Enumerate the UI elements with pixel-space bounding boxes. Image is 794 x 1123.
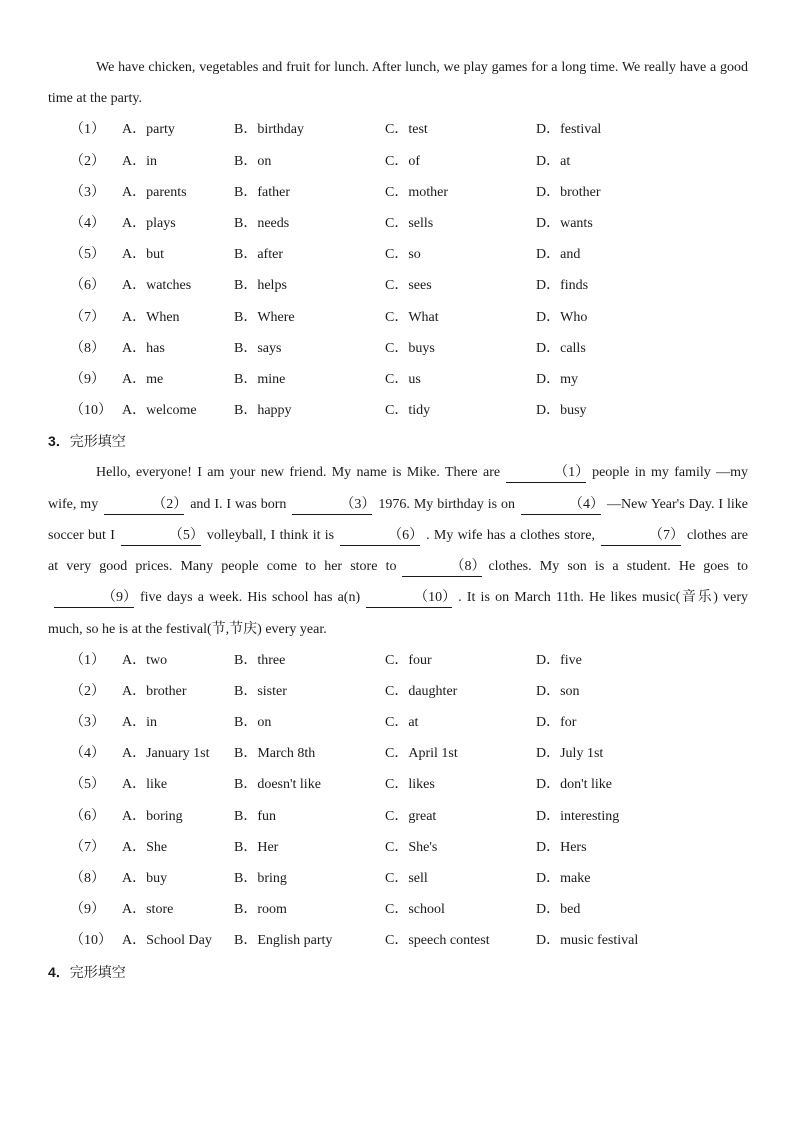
question-row bbox=[48, 894, 748, 925]
question-number: （6） bbox=[70, 808, 105, 824]
question-row bbox=[48, 738, 748, 769]
blank-4[interactable]: （4） bbox=[521, 496, 601, 515]
question-number: （9） bbox=[70, 902, 105, 918]
option-a[interactable]: A．like bbox=[122, 777, 168, 793]
option-d[interactable]: D．Hers bbox=[536, 839, 587, 855]
option-c[interactable]: C．What bbox=[385, 309, 439, 325]
question-number: （7） bbox=[70, 309, 105, 325]
option-d[interactable]: D．for bbox=[536, 715, 577, 731]
option-a[interactable]: A．She bbox=[122, 839, 168, 855]
option-a[interactable]: A．brother bbox=[122, 683, 187, 699]
option-b[interactable]: B．Where bbox=[234, 309, 295, 325]
option-b[interactable]: B．father bbox=[234, 184, 290, 200]
option-d[interactable]: D．son bbox=[536, 683, 580, 699]
option-a[interactable]: A．welcome bbox=[122, 403, 197, 419]
option-d[interactable]: D．bed bbox=[536, 902, 581, 918]
question-number: （1） bbox=[70, 122, 105, 138]
option-b[interactable]: B．mine bbox=[234, 371, 286, 387]
option-a[interactable]: A．in bbox=[122, 715, 157, 731]
option-a[interactable]: A．me bbox=[122, 371, 164, 387]
question-number: （8） bbox=[70, 340, 105, 356]
passage-text: . It is on March 11th. He likes music(音乐) very much, so he is at the festival(节,节庆) every year. bbox=[48, 590, 748, 637]
option-d[interactable]: D．interesting bbox=[536, 808, 620, 824]
option-a[interactable]: A．plays bbox=[122, 215, 176, 231]
blank-2[interactable]: （2） bbox=[104, 496, 184, 515]
blank-3[interactable]: （3） bbox=[292, 496, 372, 515]
question-row bbox=[48, 832, 748, 863]
passage-line: We have chicken, vegetables and fruit for lunch. After lunch, we play games for a long time. We really have a bbox=[96, 60, 717, 75]
option-c[interactable]: C．mother bbox=[385, 184, 448, 200]
option-c[interactable]: C．buys bbox=[385, 340, 435, 356]
option-a[interactable]: A．two bbox=[122, 652, 168, 668]
passage-text: —New Year's Day. I like soccer but I bbox=[48, 496, 749, 543]
option-c[interactable]: C．four bbox=[385, 652, 432, 668]
option-b[interactable]: B．on bbox=[234, 153, 272, 169]
option-d[interactable]: D．calls bbox=[536, 340, 586, 356]
question-row bbox=[48, 146, 748, 177]
option-c[interactable]: C．sells bbox=[385, 215, 434, 231]
blank-10[interactable]: （10） bbox=[366, 589, 452, 608]
option-d[interactable]: D．my bbox=[536, 371, 578, 387]
option-c[interactable]: C．at bbox=[385, 715, 419, 731]
question-row bbox=[48, 239, 748, 270]
option-c[interactable]: C．sell bbox=[385, 871, 428, 887]
blank-9[interactable]: （9） bbox=[54, 589, 134, 608]
option-d[interactable]: D．don't like bbox=[536, 777, 613, 793]
question-row bbox=[48, 114, 748, 145]
passage-text: clothes. My son is a student. He goes to bbox=[488, 559, 749, 575]
option-c[interactable]: C．April 1st bbox=[385, 746, 458, 762]
option-b[interactable]: B．sister bbox=[234, 683, 287, 699]
option-b[interactable]: B．room bbox=[234, 902, 287, 918]
question-row bbox=[48, 333, 748, 364]
section-title: 完形填空 bbox=[69, 963, 126, 980]
question-number: （3） bbox=[70, 715, 105, 731]
passage-text: 1976. My birthday is on bbox=[378, 496, 516, 512]
option-a[interactable]: A．parents bbox=[122, 184, 187, 200]
blank-6[interactable]: （6） bbox=[340, 527, 420, 546]
question-number: （2） bbox=[70, 153, 105, 169]
option-a[interactable]: A．When bbox=[122, 309, 180, 325]
section3-passage bbox=[48, 457, 748, 644]
question-number: （4） bbox=[70, 215, 105, 231]
question-row bbox=[48, 645, 748, 676]
option-d[interactable]: D．brother bbox=[536, 184, 601, 200]
option-d[interactable]: D．busy bbox=[536, 403, 587, 419]
section2-passage-tail bbox=[48, 52, 748, 114]
option-a[interactable]: A．in bbox=[122, 153, 157, 169]
option-b[interactable]: B．English party bbox=[234, 933, 333, 949]
blank-5[interactable]: （5） bbox=[121, 527, 201, 546]
blank-1[interactable]: （1） bbox=[506, 464, 586, 483]
option-b[interactable]: B．on bbox=[234, 715, 272, 731]
option-c[interactable]: C．of bbox=[385, 153, 420, 169]
option-d[interactable]: D．July 1st bbox=[536, 746, 604, 762]
question-number: （5） bbox=[70, 247, 105, 263]
question-row bbox=[48, 925, 748, 956]
option-a[interactable]: A．but bbox=[122, 247, 164, 263]
question-row bbox=[48, 364, 748, 395]
question-number: （6） bbox=[70, 278, 105, 294]
question-number: （5） bbox=[70, 777, 105, 793]
question-number: （10） bbox=[70, 933, 112, 949]
question-row bbox=[48, 208, 748, 239]
option-b[interactable]: B．March 8th bbox=[234, 746, 316, 762]
option-a[interactable]: A．buy bbox=[122, 871, 168, 887]
passage-line: good time at the party. bbox=[48, 60, 749, 107]
section2-options bbox=[48, 114, 748, 426]
option-c[interactable]: C．school bbox=[385, 902, 445, 918]
option-d[interactable]: D．Who bbox=[536, 309, 588, 325]
section3-options bbox=[48, 645, 748, 957]
passage-text: Hello, everyone! I am your new friend. My name is Mike. There are bbox=[96, 465, 501, 481]
option-d[interactable]: D．make bbox=[536, 871, 591, 887]
option-c[interactable]: C．speech contest bbox=[385, 933, 490, 949]
option-b[interactable]: B．helps bbox=[234, 278, 287, 294]
option-c[interactable]: C．great bbox=[385, 808, 437, 824]
question-row bbox=[48, 707, 748, 738]
section-number: 3． bbox=[48, 433, 70, 450]
blank-8[interactable]: （8） bbox=[402, 558, 482, 577]
worksheet-page bbox=[48, 52, 748, 988]
option-d[interactable]: D．music festival bbox=[536, 933, 639, 949]
option-a[interactable]: A．watches bbox=[122, 278, 192, 294]
question-number: （2） bbox=[70, 683, 105, 699]
option-b[interactable]: B．needs bbox=[234, 215, 290, 231]
question-number: （7） bbox=[70, 839, 105, 855]
option-c[interactable]: C．likes bbox=[385, 777, 435, 793]
question-number: （4） bbox=[70, 746, 105, 762]
question-row bbox=[48, 769, 748, 800]
option-c[interactable]: C．test bbox=[385, 122, 428, 138]
option-a[interactable]: A．January 1st bbox=[122, 746, 210, 762]
option-a[interactable]: A．store bbox=[122, 902, 174, 918]
question-row bbox=[48, 270, 748, 301]
passage-text: five days a week. His school has a(n) bbox=[140, 590, 361, 606]
question-row bbox=[48, 676, 748, 707]
option-b[interactable]: B．happy bbox=[234, 403, 292, 419]
option-d[interactable]: D．festival bbox=[536, 122, 602, 138]
passage-text: clothes are at very good prices. Many people come to her store to bbox=[48, 527, 748, 575]
passage-text: and I. I was born bbox=[190, 496, 287, 512]
question-row bbox=[48, 302, 748, 333]
option-c[interactable]: C．so bbox=[385, 247, 421, 263]
option-a[interactable]: A．boring bbox=[122, 808, 183, 824]
option-b[interactable]: B．bring bbox=[234, 871, 287, 887]
option-d[interactable]: D．wants bbox=[536, 215, 593, 231]
passage-text: . My wife has a clothes store, bbox=[426, 527, 595, 543]
option-d[interactable]: D．at bbox=[536, 153, 571, 169]
question-number: （8） bbox=[70, 871, 105, 887]
option-c[interactable]: C．She's bbox=[385, 839, 438, 855]
passage-text: volleyball, I think it is bbox=[206, 527, 335, 543]
question-row bbox=[48, 801, 748, 832]
question-row bbox=[48, 395, 748, 426]
option-a[interactable]: A．School Day bbox=[122, 933, 212, 949]
option-b[interactable]: B．fun bbox=[234, 808, 276, 824]
question-number: （10） bbox=[70, 403, 112, 419]
option-d[interactable]: D．and bbox=[536, 247, 581, 263]
question-row bbox=[48, 177, 748, 208]
option-b[interactable]: B．after bbox=[234, 247, 283, 263]
option-a[interactable]: A．has bbox=[122, 340, 165, 356]
question-number: （1） bbox=[70, 652, 105, 668]
blank-7[interactable]: （7） bbox=[601, 527, 681, 546]
option-c[interactable]: C．daughter bbox=[385, 683, 458, 699]
question-number: （9） bbox=[70, 371, 105, 387]
option-c[interactable]: C．us bbox=[385, 371, 421, 387]
section3-heading bbox=[48, 426, 748, 457]
question-number: （3） bbox=[70, 184, 105, 200]
option-d[interactable]: D．five bbox=[536, 652, 582, 668]
section4-heading bbox=[48, 957, 748, 988]
option-b[interactable]: B．three bbox=[234, 652, 286, 668]
passage-text: people in my family —my wife, my bbox=[48, 465, 749, 512]
section-number: 4． bbox=[48, 963, 70, 980]
option-d[interactable]: D．finds bbox=[536, 278, 589, 294]
section-title: 完形填空 bbox=[69, 433, 126, 450]
question-row bbox=[48, 863, 748, 894]
option-c[interactable]: C．sees bbox=[385, 278, 432, 294]
option-c[interactable]: C．tidy bbox=[385, 403, 431, 419]
option-b[interactable]: B．says bbox=[234, 340, 282, 356]
option-b[interactable]: B．doesn't like bbox=[234, 777, 321, 793]
option-b[interactable]: B．birthday bbox=[234, 122, 304, 138]
option-a[interactable]: A．party bbox=[122, 122, 175, 138]
option-b[interactable]: B．Her bbox=[234, 839, 279, 855]
